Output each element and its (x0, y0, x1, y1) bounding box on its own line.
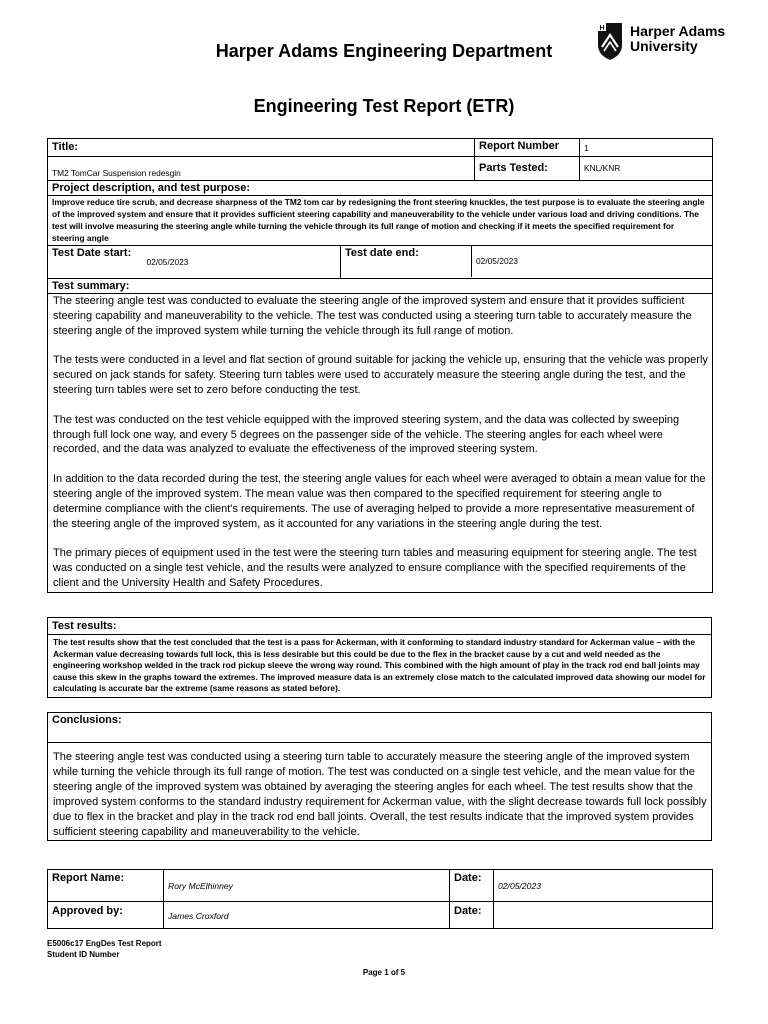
test-date-end-label (341, 246, 580, 279)
test-date-end-text: Test date end: (345, 247, 419, 259)
test-date-end-value: 02/05/2023 (471, 246, 518, 277)
summary-paragraph: The steering angle test was conducted to evaluate the steering angle of the improved system and ensure that it provides sufficient steering capability and maneuverability to the vehicle. The test was conducted using a steering turn table to accurately measure the steering angle of the improved system while turning the vehicle through its full range of motion. (53, 295, 692, 337)
project-description-text: Improve reduce tire scrub, and decrease sharpness of the TM2 tom car by redesigning the front steering knuckles, the test purpose is to evaluate the steering angle of the improved system and ensure that it provides sufficient steering capability and maneuverability to the vehicle under various load and driving conditions. The test will involve measuring the steering angle while turning the vehicle through its full range of motion and checking if it meets the specified requirement for steering angle (48, 196, 713, 246)
report-number-label: Report Number (475, 139, 580, 157)
date-label: Date: (450, 870, 494, 902)
report-info-table (47, 138, 713, 593)
summary-paragraph: The test was conducted on the test vehicle equipped with the improved steering system, and the data was collected by sweeping through full lock one way, and every 5 degrees on the passenger side of the vehicle. The steering angles for each wheel were recorded, and the data was analyzed to evaluate the effectiveness of the improved steering system. (53, 413, 680, 456)
date2-value (494, 902, 713, 929)
shield-icon (596, 21, 624, 61)
title-label: Title: (52, 141, 79, 153)
logo-name-line1: Harper Adams (630, 23, 726, 39)
title-value: TM2 TomCar Suspension redesgin (52, 168, 181, 178)
conclusions-label: Conclusions: (48, 713, 712, 743)
parts-tested-label: Parts Tested: (475, 157, 580, 181)
test-date-start-label: Test Date start: (48, 246, 143, 279)
conclusions-text: The steering angle test was conducted using a steering turn table to accurately measure the steering angle of the improved system while turning the vehicle through its full range of motion. The test was conducted on a single test vehicle, and the mean value for the steering angle of the improved system was obtained by averaging the steering angles for each wheel. The test results show that the improved system conforms to the standard industry requirement for Ackerman value, with the slight decrease towards full lock possibly due to flex in the bracket and play in the track rod end ball joints. Overall, the test results indicate that the improved system provides sufficient steering capability and maneuverability to the vehicle. (48, 743, 712, 841)
date-value: 02/05/2023 (494, 870, 713, 902)
report-title: Engineering Test Report (ETR) (253, 96, 515, 116)
test-date-start-value: 02/05/2023 (143, 246, 341, 279)
summary-paragraph: The primary pieces of equipment used in the test were the steering turn tables and measuring equipment for steering angle. The test was conducted on a single test vehicle, and the results were analyzed to ensure compliance with the specified requirements of the client and the University Health and Safety Procedures. (53, 547, 697, 589)
footer-course: E5006c17 EngDes Test Report (47, 939, 162, 948)
page-number: Page 1 of 5 (362, 968, 406, 977)
university-logo (596, 21, 756, 63)
svg-text:H: H (599, 25, 605, 32)
parts-tested-value: KNL/KNR (580, 157, 713, 181)
test-results-label: Test results: (48, 618, 712, 635)
project-description-label: Project description, and test purpose: (48, 181, 713, 196)
summary-paragraph: In addition to the data recorded during the test, the steering angle values for each wheel were averaged to obtain a mean value for the steering angle of the improved system. The mean value was then compared to the specified requirement for steering angle to determine compliance with the client's requirements. The use of averaging helped to provide a more representative measurement of the steering angle of the improved system, as it accounted for any variations in the steering angle during the test. (53, 472, 706, 530)
signoff-table (47, 869, 713, 929)
conclusions-table (47, 712, 712, 841)
test-results-table (47, 617, 712, 698)
approved-by-value: James Croxford (164, 902, 450, 929)
footer-block (47, 938, 162, 960)
test-summary-body (48, 294, 713, 593)
summary-paragraph: The tests were conducted in a level and flat section of ground suitable for jacking the vehicle up, ensuring that the vehicle was properly secured on jack stands for safety. Steering turn tables were used to accurately measure the steering angle during the test, and the steering turn tables were set to zero before conducting the test. (53, 354, 708, 397)
logo-name-line2: University (630, 38, 698, 54)
approved-by-label: Approved by: (48, 902, 164, 929)
date2-label: Date: (450, 902, 494, 929)
department-title: Harper Adams Engineering Department (215, 41, 553, 61)
footer-student-id: Student ID Number (47, 950, 120, 959)
report-name-value: Rory McElhinney (164, 870, 450, 902)
report-number-value: 1 (580, 139, 713, 157)
test-summary-label: Test summary: (48, 279, 713, 294)
test-results-text: The test results show that the test concluded that the test is a pass for Ackerman, with it conforming to standard industry standard for Ackerman value – with the Ackerman value decreasing towards full lock, this is less desirable but this could be due to the flex in the bracket cause by a cut and weld needed as the engineering workshop welded in the track rod pickup sleeve the wrong way round. This combined with the high amount of play in the track rod end ball joints may cause this skew in the graphs toward the extremes. The improved measure data is an extremely close match to the calculated improved data showing our model for calculating is accurate bar the extreme (same reasons as stated before). (48, 635, 712, 698)
report-name-label: Report Name: (48, 870, 164, 902)
